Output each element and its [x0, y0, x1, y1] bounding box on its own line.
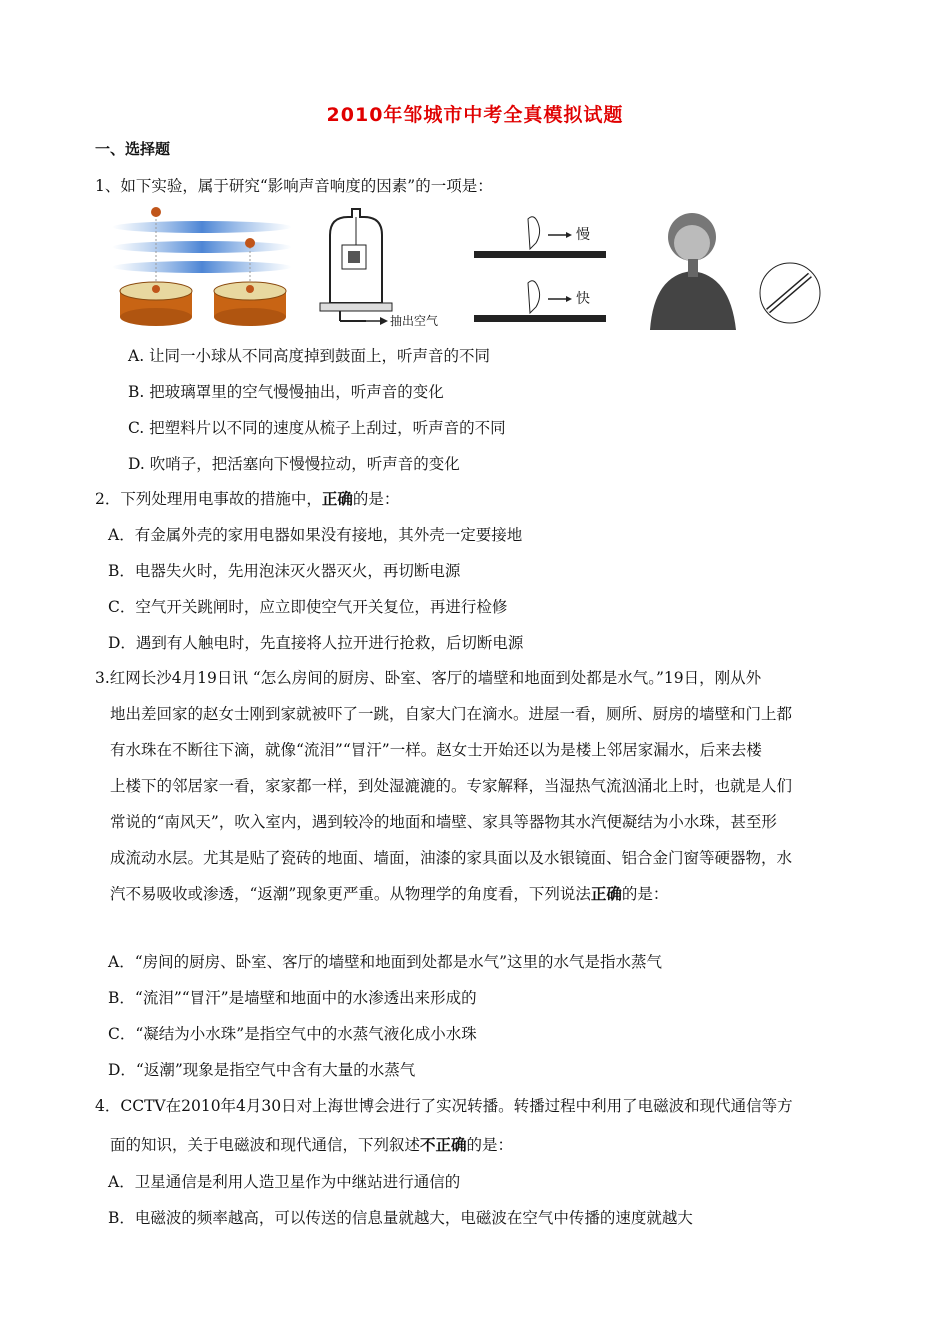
question-4-option-a: A．卫星通信是利用人造卫星作为中继站进行通信的	[108, 1173, 461, 1191]
question-3-line-3: 有水珠在不断往下滴，就像“流泪”“冒汗”一样。赵女士开始还以为是楼上邻居家漏水，后来去楼	[110, 741, 762, 759]
bell-jar-figure	[300, 205, 450, 330]
question-2-option-b: B．电器失火时，先用泡沫灭火器灭火，再切断电源	[108, 562, 461, 580]
slow-label: 慢	[576, 227, 590, 243]
question-3-line-6: 成流动水层。尤其是贴了瓷砖的地面、墙面，油漆的家具面以及水银镜面、铝合金门窗等硬器物，水	[110, 849, 793, 867]
question-2-stem-pre: 2．下列处理用电事故的措施中，	[95, 490, 322, 508]
fast-label: 快	[576, 291, 590, 307]
question-4-option-b: B．电磁波的频率越高，可以传送的信息量就越大，电磁波在空气中传播的速度就越大	[108, 1209, 693, 1227]
question-3-stem-emphasis: 正确	[590, 885, 622, 903]
question-3-line-1: 3.红网长沙4月19日讯 “怎么房间的厨房、卧室、客厅的墙壁和地面到处都是水气。”19日，刚从外	[95, 669, 762, 687]
question-1-option-b: B. 把玻璃罩里的空气慢慢抽出，听声音的变化	[128, 383, 444, 401]
section-heading: 一、选择题	[95, 140, 171, 158]
question-4-line-2-pre: 面的知识，关于电磁波和现代通信，下列叙述	[110, 1136, 421, 1154]
question-3-line-7	[110, 882, 668, 904]
whistle-boy-figure	[640, 205, 840, 330]
question-1-option-c: C. 把塑料片以不同的速度从梳子上刮过，听声音的不同	[128, 419, 506, 437]
question-2-stem-emphasis: 正确	[321, 490, 353, 508]
question-3-option-c: C．“凝结为小水珠”是指空气中的水蒸气液化成小水珠	[108, 1025, 477, 1043]
page-title: 2010年邹城市中考全真模拟试题	[326, 104, 624, 126]
question-1-option-a: A. 让同一小球从不同高度掉到鼓面上，听声音的不同	[128, 347, 491, 365]
question-3-option-b: B．“流泪”“冒汗”是墙壁和地面中的水渗透出来形成的	[108, 989, 477, 1007]
comb-figure	[472, 205, 612, 330]
question-2-option-a: A．有金属外壳的家用电器如果没有接地，其外壳一定要接地	[108, 526, 523, 544]
question-2-option-c: C．空气开关跳闸时，应立即使空气开关复位，再进行检修	[108, 598, 508, 616]
question-3-option-a: A．“房间的厨房、卧室、客厅的墙壁和地面到处都是水气”这里的水气是指水蒸气	[108, 953, 663, 971]
question-2-stem-post: 的是：	[352, 490, 400, 508]
question-3-option-d: D．“返潮”现象是指空气中含有大量的水蒸气	[108, 1061, 416, 1079]
drum-ball-figure	[110, 205, 295, 330]
question-3-line-7-pre: 汽不易吸收或渗透，“返潮”现象更严重。从物理学的角度看，下列说法	[110, 885, 591, 903]
question-4-line-2-post: 的是：	[466, 1136, 514, 1154]
question-4-line-2	[110, 1133, 513, 1155]
question-2-option-d: D．遇到有人触电时，先直接将人拉开进行抢救，后切断电源	[108, 634, 524, 652]
question-2-stem	[95, 487, 399, 509]
question-4-stem-emphasis: 不正确	[420, 1136, 467, 1154]
question-1-figures	[110, 205, 870, 330]
question-3-line-4: 上楼下的邻居家一看，家家都一样，到处湿漉漉的。专家解释，当湿热气流汹涌北上时，也就是人们	[110, 777, 793, 795]
question-3-line-2: 地出差回家的赵女士刚到家就被吓了一跳，自家大门在滴水。进屋一看，厕所、厨房的墙壁和门上都	[110, 705, 793, 723]
question-1-stem: 1、如下实验，属于研究“影响声音响度的因素”的一项是：	[95, 177, 493, 195]
question-1-option-d: D. 吹哨子，把活塞向下慢慢拉动，听声音的变化	[128, 455, 460, 473]
question-3-line-7-post: 的是：	[621, 885, 669, 903]
pump-label: 抽出空气	[390, 314, 439, 328]
question-4-line-1: 4．CCTV在2010年4月30日对上海世博会进行了实况转播。转播过程中利用了电磁波和现代通信等方	[95, 1097, 793, 1115]
question-3-line-5: 常说的“南风天”，吹入室内，遇到较冷的地面和墙壁、家具等器物其水汽便凝结为小水珠，甚至形	[110, 813, 777, 831]
